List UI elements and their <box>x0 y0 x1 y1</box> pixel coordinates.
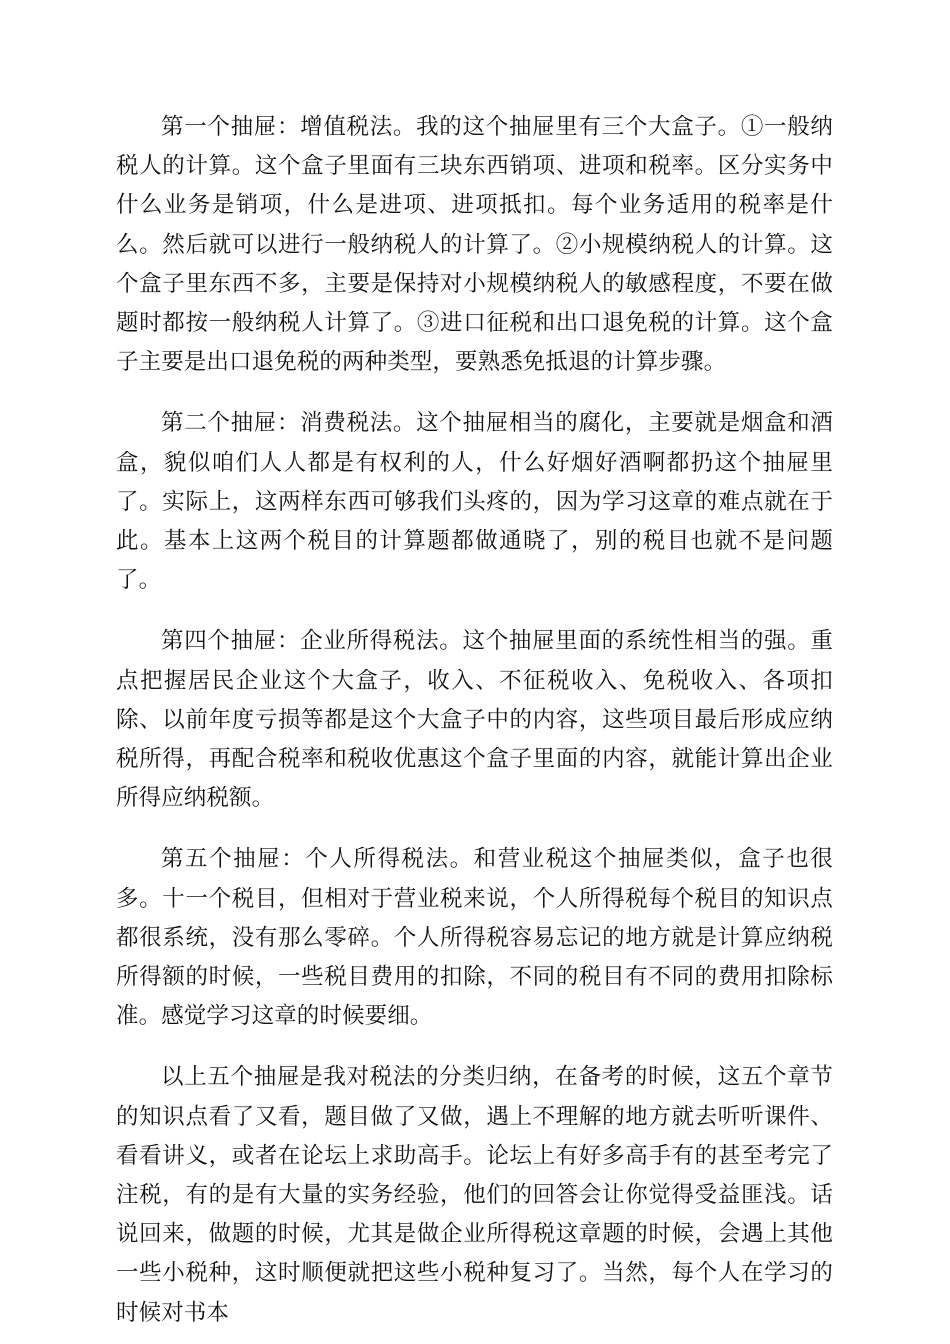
paragraph-individual-income-tax: 第五个抽屉：个人所得税法。和营业税这个抽屉类似，盒子也很多。十一个税目，但相对于营业税来说，个人所得税每个税目的知识点都很系统，没有那么零碎。个人所得税容易忘记的地方就是计算应纳税所得额的时候，一些税目费用的扣除，不同的税目有不同的费用扣除标准。感觉学习这章的时候要细。 <box>116 846 833 1030</box>
document-body <box>116 108 833 1344</box>
paragraph-consumption-tax: 第二个抽屉：消费税法。这个抽屉相当的腐化，主要就是烟盒和酒盒，貌似咱们人人都是有权利的人，什么好烟好酒啊都扔这个抽屉里了。实际上，这两样东西可够我们头疼的，因为学习这章的难点就在于此。基本上这两个税目的计算题都做通晓了，别的税目也就不是问题了。 <box>116 410 833 594</box>
paragraph-summary: 以上五个抽屉是我对税法的分类归纳，在备考的时候，这五个章节的知识点看了又看，题目做了又做，遇上不理解的地方就去听听课件、看看讲义，或者在论坛上求助高手。论坛上有好多高手有的甚至考完了注税，有的是有大量的实务经验，他们的回答会让你觉得受益匪浅。话说回来，做题的时候，尤其是做企业所得税这章题的时候，会遇上其他一些小税种，这时顺便就把这些小税种复习了。当然，每个人在学习的时候对书本 <box>116 1064 833 1326</box>
paragraph-vat: 第一个抽屉：增值税法。我的这个抽屉里有三个大盒子。①一般纳税人的计算。这个盒子里面有三块东西销项、进项和税率。区分实务中什么业务是销项，什么是进项、进项抵扣。每个业务适用的税率是什么。然后就可以进行一般纳税人的计算了。②小规模纳税人的计算。这个盒子里东西不多，主要是保持对小规模纳税人的敏感程度，不要在做题时都按一般纳税人计算了。③进口征税和出口退免税的计算。这个盒子主要是出口退免税的两种类型，要熟悉免抵退的计算步骤。 <box>116 114 833 376</box>
paragraph-enterprise-income-tax: 第四个抽屉：企业所得税法。这个抽屉里面的系统性相当的强。重点把握居民企业这个大盒子，收入、不征税收入、免税收入、各项扣除、以前年度亏损等都是这个大盒子中的内容，这些项目最后形成应纳税所得，再配合税率和税收优惠这个盒子里面的内容，就能计算出企业所得应纳税额。 <box>116 628 833 812</box>
